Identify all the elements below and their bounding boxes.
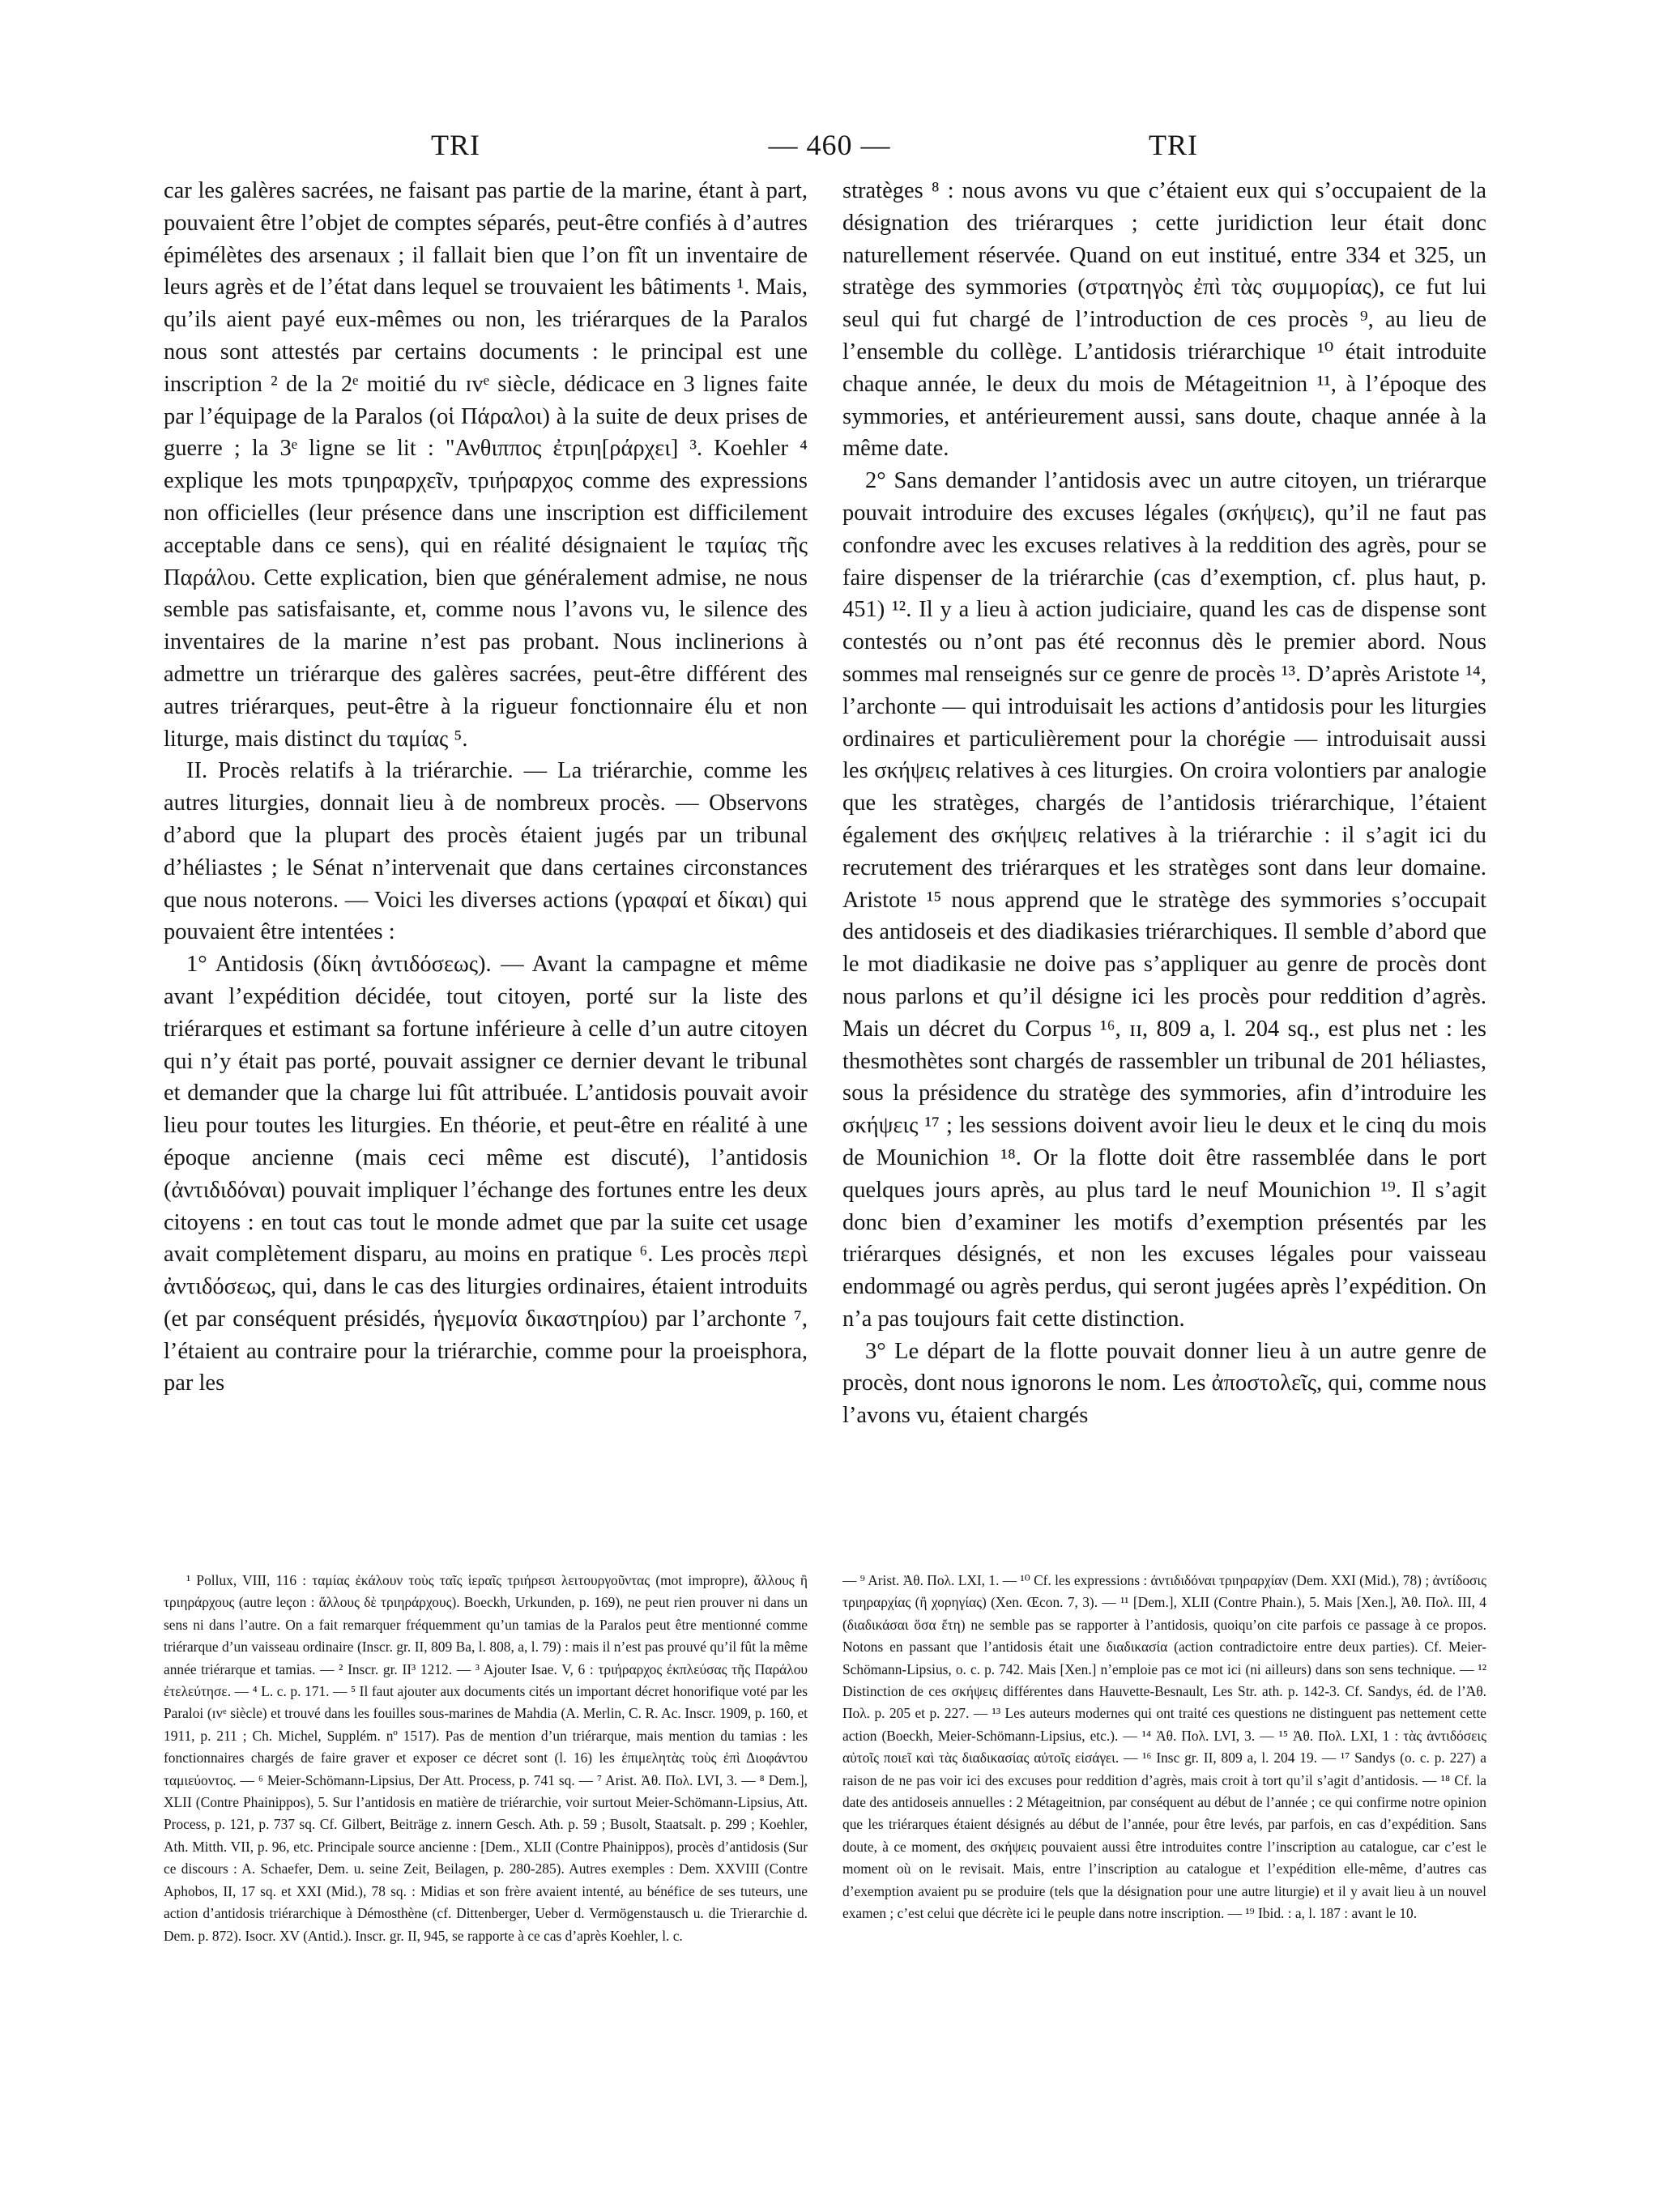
paragraph: II. Procès relatifs à la triérarchie. — La triérarchie, comme les autres liturgies, donnait lieu à de nombreux procès. — Observons d’abord que la plupart des procès étaient jugés par un tribunal d’héliastes ; le Sénat n’intervenait que dans certaines circonstances que nous noterons. — Voici les diverses actions (γραφαί et δίκαι) qui pouvaient être intentées : (164, 758, 808, 945)
paragraph: 2° Sans demander l’antidosis avec un autre citoyen, un triérarque pouvait introduire des excuses légales (σκήψεις), qu’il ne faut pas confondre avec les excuses relatives à la reddition des agrès, pour se faire dispenser de la triérarchie (cas d’exemption, cf. plus haut, p. 451) ¹². Il y a lieu à action judiciaire, quand les cas de dispense sont contestés ou n’ont pas été reconnus dès le premier abord. Nous sommes mal renseignés sur ce genre de procès ¹³. D’après Aristote ¹⁴, l’archonte — qui introduisait les actions d’antidosis pour les liturgies ordinaires et particulièrement pour la chorégie — introduisait aussi les σκήψεις relatives à ces liturgies. On croira volontiers par analogie que les stratèges, chargés de l’antidosis triérarchique, l’étaient également des σκήψεις relatives à la triérarchie : il s’agit ici du recrutement des triérarques et les stratèges sont dans leur domaine. Aristote ¹⁵ nous apprend que le stratège des symmories s’occupait des antidoseis et des diadikasies triérarchiques. Il semble d’abord que le mot diadikasie ne doive pas s’appliquer au genre de procès dont nous parlons et qu’il désigne ici les procès pour reddition d’agrès. Mais un décret du Corpus ¹⁶, ɪɪ, 809 a, l. 204 sq., est plus net : les thesmothètes sont chargés de rassembler un tribunal de 201 héliastes, sous la présidence du stratège des symmories, afin d’introduire les σκήψεις ¹⁷ ; les sessions doivent avoir lieu le deux et le cinq du mois de Mounichion ¹⁸. Or la flotte doit être rassemblée dans le port quelques jours après, au plus tard le neuf Mounichion ¹⁹. Il s’agit donc bien d’examiner les motifs d’exemption présentés par les triérarques désignés, et non les excuses légales pour vaisseau endommagé ou agrès perdus, qui seront jugées après l’expédition. On n’a pas toujours fait cette distinction. (842, 468, 1486, 1332)
running-header (0, 128, 1659, 168)
header-right-keyword: TRI (1149, 129, 1198, 161)
footnote-block: ¹ Pollux, VIII, 116 : ταμίας ἐκάλουν τοὺς ταῖς ἱεραῖς τριήρεσι λειτουργοῦντας (mot impropre), ἄλλους ἢ τριηράρχους (autre leçon : ἄλλους δὲ τριηράρχους). Boeckh, Urkunden, p. 169), ne peut rien prouver ni dans un sens ni dans l’autre. On a fait remarquer fréquemment qu’un tamias de la Paralos peut être mentionné comme triérarque d’un vaisseau ordinaire (Inscr. gr. II, 809 Ba, l. 808, a, l. 79) : mais il n’est pas prouvé qu’il fût la même année triérarque et tamias. — ² Inscr. gr. II³ 1212. — ³ Ajouter Isae. V, 6 : τριήραρχος ἐκπλεύσας τῆς Παράλου ἐτελεύτησε. — ⁴ L. c. p. 171. — ⁵ Il faut ajouter aux documents cités un important décret honorifique voté par les Paraloi (ɪᴠᵉ siècle) et trouvé dans les fouilles sous-marines de Mahdia (A. Merlin, C. R. Ac. Inscr. 1909, p. 160, et 1911, p. 211 ; Ch. Michel, Supplém. nº 1517). Pas de mention d’un triérarque, mais mention du tamias : les fonctionnaires chargés de faire graver et exposer ce décret sont (l. 16) les ἐπιμελητὰς τοὺς ἐπὶ Διοφάντου ταμιεύοντος. — ⁶ Meier-Schömann-Lipsius, Der Att. Process, p. 741 sq. — ⁷ Arist. Ἀθ. Πολ. LVI, 3. — ⁸ Dem.], XLII (Contre Phainippos), 5. Sur l’antidosis en matière de triérarchie, voir surtout Meier-Schömann-Lipsius, Att. Process, p. 121, p. 737 sq. Cf. Gilbert, Beiträge z. innern Gesch. Ath. p. 59 ; Busolt, Staatsalt. p. 299 ; Koehler, Ath. Mitth. VII, p. 96, etc. Principale source ancienne : [Dem., XLII (Contre Phainippos), procès d’antidosis (Sur ce discours : A. Schaefer, Dem. u. seine Zeit, Beilagen, p. 280-285). Autres exemples : Dem. XXVIII (Contre Aphobos, II, 17 sq. et XXI (Mid.), 78 sq. : Midias et son frère avaient intenté, au bénéfice de ses tuteurs, une action d’antidosis triérarchique à Démosthène (cf. Dittenberger, Ueber d. Vermögenstausch u. die Trierarchie d. Dem. p. 872). Isocr. XV (Antid.). Inscr. gr. II, 945, se rapporte à ce cas d’après Koehler, l. c. (164, 1572, 808, 1944)
page-number: — 460 — (768, 129, 891, 161)
header-left-keyword: TRI (431, 129, 480, 161)
text-column-right (842, 175, 1486, 1432)
paragraph: 3° Le départ de la flotte pouvait donner lieu à un autre genre de procès, dont nous ignorons le nom. Les ἀποστολεῖς, qui, comme nous l’avons vu, étaient chargés (842, 1338, 1486, 1429)
footnote-block: — ⁹ Arist. Ἀθ. Πολ. LXI, 1. — ¹⁰ Cf. les expressions : ἀντιδιδόναι τριηραρχίαν (Dem. XXI (Mid.), 78) ; ἀντίδοσις τριηραρχίας (ἢ χορηγίας) (Xen. Œcon. 7, 3). — ¹¹ [Dem.], XLII (Contre Phain.), 5. Mais [Xen.], Ἀθ. Πολ. III, 4 (διαδικάσαι ὅσα ἔτη) ne semble pas se rapporter à l’antidosis, quoiqu’on cite parfois ce passage à ce propos. Notons en passant que l’antidosis était une διαδικασία (action contradictoire entre deux parties). Cf. Meier-Schömann-Lipsius, o. c. p. 742. Mais [Xen.] n’emploie pas ce mot ici (ni ailleurs) dans son sens technique. — ¹² Distinction de ces σκήψεις différentes dans Hauvette-Besnault, Les Str. ath. p. 142-3. Cf. Sandys, éd. de l’Ἀθ. Πολ. p. 205 et p. 227. — ¹³ Les auteurs modernes qui ont traité ces questions ne distinguent pas nettement cette action (Boeckh, Meier-Schömann-Lipsius, etc.). — ¹⁴ Ἀθ. Πολ. LVI, 3. — ¹⁵ Ἀθ. Πολ. LXI, 1 : τὰς ἀντιδόσεις αὐτοῖς ποιεῖ καὶ τὰς διαδικασίας αὐτοῖς εἰσάγει. — ¹⁶ Insc gr. II, 809 a, l. 204 19. — ¹⁷ Sandys (o. c. p. 227) a raison de ne pas voir ici des excuses pour reddition d’agrès, mais croit à tort qu’il s’agit d’antidosis. — ¹⁸ Cf. la date des antidoseis annuelles : 2 Métageitnion, par conséquent au début de l’année ; ce qui confirme notre opinion que les triérarques étaient désignés au début de l’année, pour être levés, par parfois, en cas d’expédition. Sans doute, à ce moment, des σκήψεις pouvaient aussi être introduites contre l’inscription au catalogue, car c’est le moment où on le revisait. Mais, entre l’inscription au catalogue et l’expédition elle-même, d’autres cas d’exemption avaient pu se produire (tels que la désignation pour une autre liturgie) et il y avait lieu à un nouvel examen ; c’est celui que décrète ici le peuple dans notre inscription. — ¹⁹ Ibid. : a, l. 187 : avant le 10. (842, 1572, 1486, 1922)
text-column-left (164, 175, 808, 1400)
paragraph: 1° Antidosis (δίκη ἀντιδόσεως). — Avant la campagne et même avant l’expédition décidée, tout citoyen, porté sur la liste des triérarques et estimant sa fortune inférieure à celle d’un autre citoyen qui n’y était pas porté, pouvait assigner ce dernier devant le tribunal et demander que la charge lui fût attribuée. L’antidosis pouvait avoir lieu pour toutes les liturgies. En théorie, et peut-être en réalité à une époque ancienne (mais ceci même est discuté), l’antidosis (ἀντιδιδόναι) pouvait impliquer l’échange des fortunes entre les deux citoyens : en tout cas tout le monde admet que par la suite cet usage avait complètement disparu, au moins en pratique ⁶. Les procès περὶ ἀντιδόσεως, qui, dans le cas des liturgies ordinaires, étaient introduits (et par conséquent présidés, ἡγεμονία δικαστηρίου) par l’archonte ⁷, l’étaient au contraire pour la triérarchie, comme pour la proeisphora, par les (164, 952, 808, 1396)
footnotes-left (164, 1570, 808, 1947)
footnotes-right (842, 1570, 1486, 1925)
paragraph: stratèges ⁸ : nous avons vu que c’étaient eux qui s’occupaient de la désignation des triérarques ; cette juridiction leur était donc naturellement réservée. Quand on eut institué, entre 334 et 325, un stratège des symmories (στρατηγὸς ἐπὶ τὰς συμμορίας), ce fut lui seul qui fut chargé de l’introduction de ces procès ⁹, au lieu de l’ensemble du collège. L’antidosis triérarchique ¹⁰ était introduite chaque année, le deux du mois de Métageitnion ¹¹, à l’époque des symmories, et antérieurement aussi, sans doute, chaque année à la même date. (842, 178, 1486, 462)
paragraph: car les galères sacrées, ne faisant pas partie de la marine, étant à part, pouvaient être l’objet de comptes séparés, peut-être confiés à d’autres épimélètes des arsenaux ; il fallait bien que l’on fît un inventaire de leurs agrès et de l’état dans lequel se trouvaient les bâtiments ¹. Mais, qu’ils aient payé eux-mêmes ou non, les triérarques de la Paralos nous sont attestés par certains documents : le principal est une inscription ² de la 2ᵉ moitié du ɪᴠᵉ siècle, dédicace en 3 lignes faite par l’équipage de la Paralos (οἱ Πάραλοι) à la suite de deux prises de guerre ; la 3ᵉ ligne se lit : "Ανθιππος ἐτριη[ράρχει] ³. Koehler ⁴ explique les mots τριηραρχεῖν, τριήραρχος comme des expressions non officielles (leur présence dans une inscription est difficilement acceptable dans ce sens), qui en réalité désignaient le ταμίας τῆς Παράλου. Cette explication, bien que généralement admise, ne nous semble pas satisfaisante, et, comme nous l’avons vu, le silence des inventaires de la marine n’est pas probant. Nous inclinerions à admettre un triérarque des galères sacrées, peut-être différent des autres triérarques, peut-être à la rigueur fonctionnaire élu et non liturge, mais distinct du ταμίας ⁵. (164, 178, 808, 752)
